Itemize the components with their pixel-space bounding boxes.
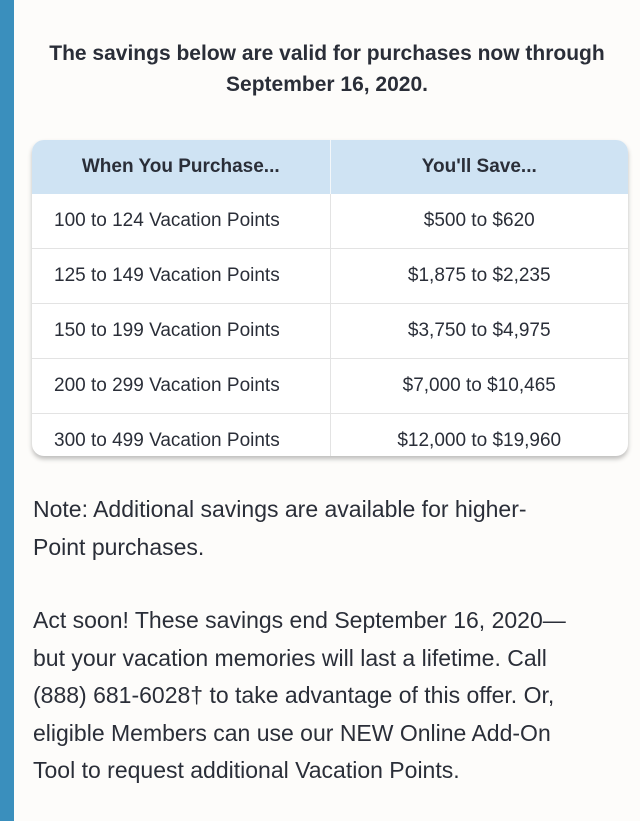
note-line-1: Note: Additional savings are available for higher- <box>33 496 527 522</box>
savings-table-card <box>32 140 628 456</box>
savings-cell: $7,000 to $10,465 <box>330 359 628 414</box>
headline-line-1: The savings below are valid for purchases now through <box>49 42 605 65</box>
purchase-cell: 125 to 149 Vacation Points <box>32 249 330 304</box>
headline-line-2: September 16, 2020. <box>226 73 428 96</box>
act-line-3: (888) 681-6028† to take advantage of this offer. Or, <box>33 682 555 708</box>
savings-cell: $1,875 to $2,235 <box>330 249 628 304</box>
act-line-5: Tool to request additional Vacation Points. <box>33 757 460 783</box>
act-line-4: eligible Members can use our NEW Online Add-On <box>33 719 551 746</box>
purchase-cell: 200 to 299 Vacation Points <box>32 359 330 414</box>
table-row <box>32 414 628 457</box>
act-soon-paragraph <box>33 602 623 790</box>
savings-table <box>32 140 628 456</box>
validity-headline <box>14 38 640 100</box>
note-paragraph <box>33 490 613 566</box>
savings-cell: $12,000 to $19,960 <box>330 414 628 457</box>
purchase-cell: 150 to 199 Vacation Points <box>32 304 330 359</box>
note-line-2: Point purchases. <box>33 534 205 560</box>
purchase-cell: 100 to 124 Vacation Points <box>32 194 330 249</box>
table-row <box>32 359 628 414</box>
accent-bar <box>0 0 14 821</box>
act-line-1: Act soon! These savings end September 16, 2020— <box>33 607 566 633</box>
header-when-you-purchase: When You Purchase... <box>32 140 330 194</box>
table-header-row <box>32 140 628 194</box>
table-row <box>32 304 628 359</box>
table-row <box>32 194 628 249</box>
savings-cell: $3,750 to $4,975 <box>330 304 628 359</box>
act-line-2: but your vacation memories will last a lifetime. Call <box>33 644 547 671</box>
table-row <box>32 249 628 304</box>
purchase-cell: 300 to 499 Vacation Points <box>32 414 330 457</box>
header-youll-save: You'll Save... <box>330 140 628 194</box>
savings-cell: $500 to $620 <box>423 210 535 231</box>
